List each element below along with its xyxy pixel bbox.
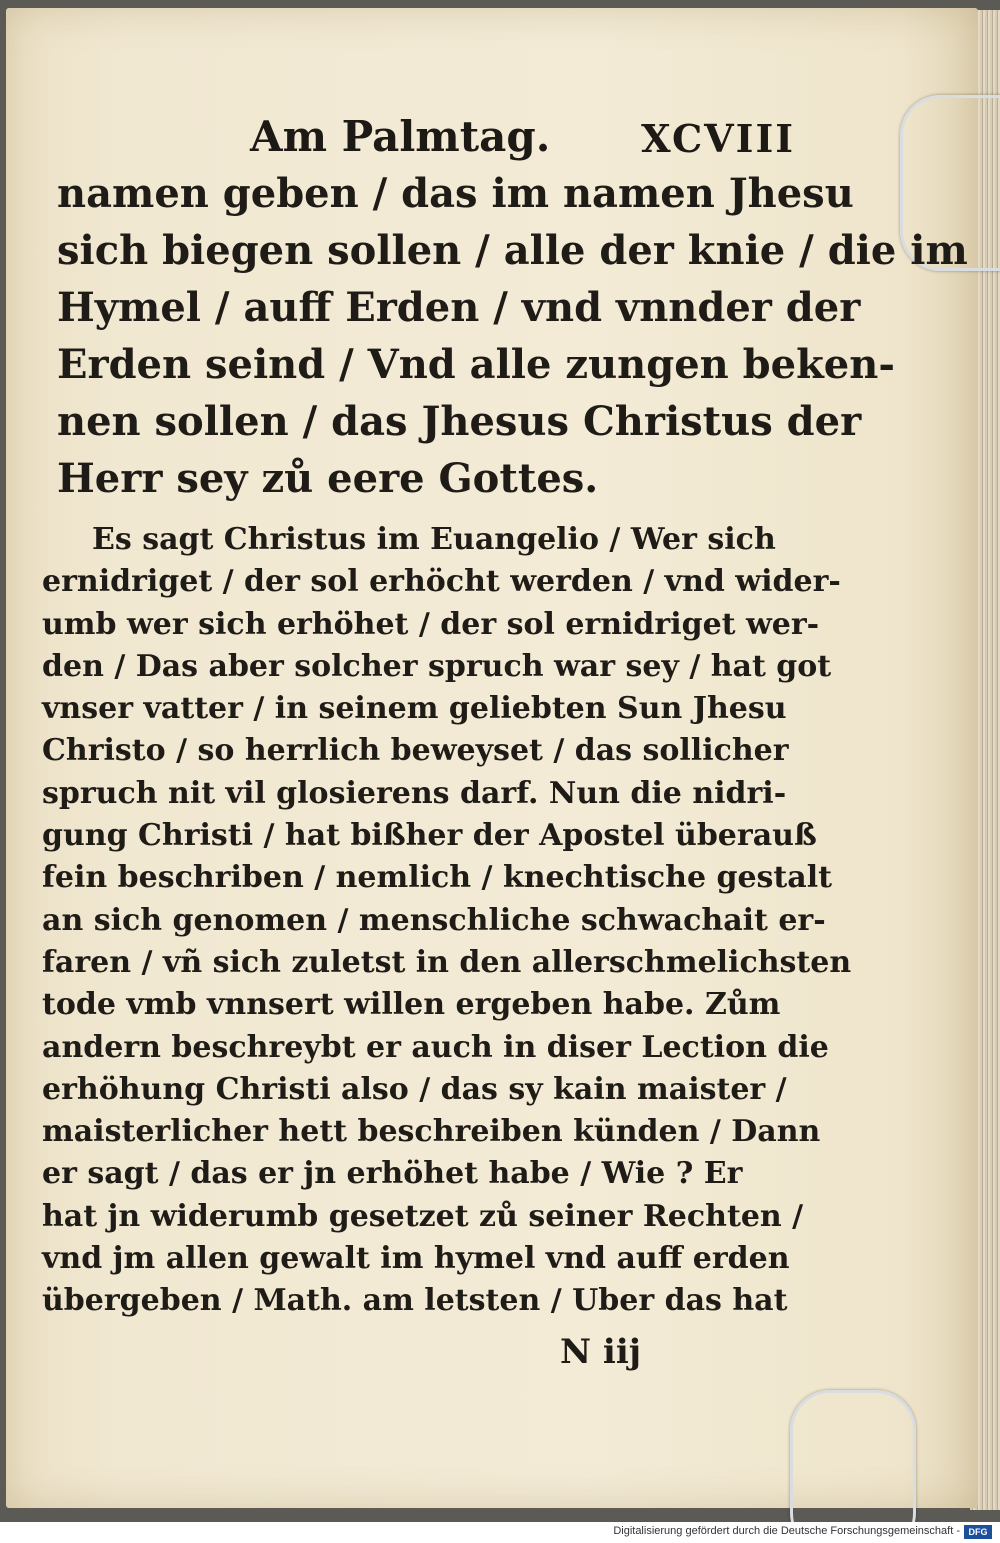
paragraph-1 xyxy=(42,165,968,507)
text-block xyxy=(42,165,968,1323)
text-line: gung Christi / hat bißher der Apostel überauß xyxy=(42,818,817,854)
dfg-logo[interactable]: DFG xyxy=(964,1525,992,1539)
text-line: Erden seind / Vnd alle zungen beken- xyxy=(57,341,895,388)
text-line: Christo / so herrlich beweyset / das sollicher xyxy=(42,733,789,769)
text-line: umb wer sich erhöhet / der sol ernidriget wer- xyxy=(42,606,820,642)
funding-credit: Digitalisierung gefördert durch die Deutsche Forschungsgemeinschaft - xyxy=(613,1525,960,1537)
footer-bar xyxy=(0,1522,1000,1543)
page-header xyxy=(250,112,795,168)
text-line: tode vmb vnnsert willen ergeben habe. Zům xyxy=(42,987,781,1023)
paragraph-2 xyxy=(42,519,852,1323)
text-line: an sich genomen / menschliche schwachait er- xyxy=(42,902,826,938)
folio-number: XCVIII xyxy=(641,116,795,161)
text-line: namen geben / das im namen Jhesu xyxy=(57,170,854,217)
text-line: ernidriget / der sol erhöcht werden / vnd wider- xyxy=(42,564,841,600)
text-line: faren / vñ sich zuletst in den allerschmelichsten xyxy=(42,944,852,980)
text-line: vnd jm allen gewalt im hymel vnd auff erden xyxy=(42,1241,790,1277)
text-line: Herr sey zů eere Gottes. xyxy=(57,455,599,502)
text-line: Es sagt Christus im Euangelio / Wer sich xyxy=(92,522,776,557)
paper-clip-bottom xyxy=(790,1390,916,1522)
signature-mark: N iij xyxy=(560,1332,642,1372)
text-line: übergeben / Math. am letsten / Uber das hat xyxy=(42,1283,788,1319)
text-line: vnser vatter / in seinem geliebten Sun Jhesu xyxy=(42,691,787,727)
text-line: fein beschriben / nemlich / knechtische gestalt xyxy=(42,860,832,896)
text-line: erhöhung Christi also / das sy kain maister / xyxy=(42,1071,787,1107)
running-head: Am Palmtag. xyxy=(250,112,551,161)
text-line: andern beschreybt er auch in diser Lection die xyxy=(42,1029,829,1065)
text-line: maisterlicher hett beschreiben künden / Dann xyxy=(42,1114,821,1150)
text-line: Hymel / auff Erden / vnd vnnder der xyxy=(57,284,861,331)
text-line: hat jn widerumb gesetzet zů seiner Rechten / xyxy=(42,1198,804,1234)
text-line: den / Das aber solcher spruch war sey / hat got xyxy=(42,648,832,684)
text-line: sich biegen sollen / alle der knie / die im xyxy=(57,227,968,274)
text-line: nen sollen / das Jhesus Christus der xyxy=(57,398,862,445)
text-line: er sagt / das er jn erhöhet habe / Wie ? Er xyxy=(42,1156,743,1192)
text-line: spruch nit vil glosierens darf. Nun die nidri- xyxy=(42,775,787,811)
